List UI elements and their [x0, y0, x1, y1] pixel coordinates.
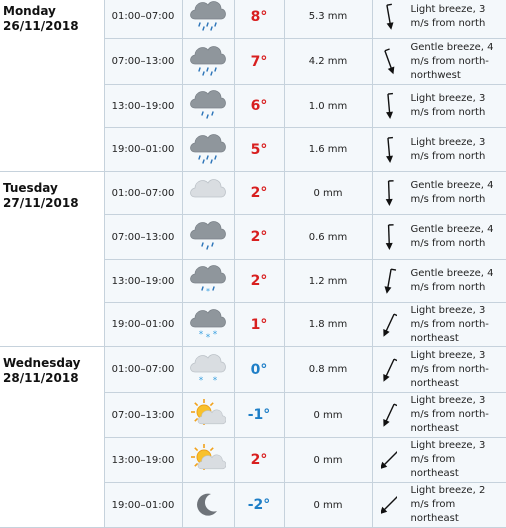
cloud-icon	[183, 177, 234, 209]
period-time: 07:00–13:00	[104, 39, 182, 85]
weather-symbol	[182, 85, 234, 128]
day-cell	[0, 172, 104, 347]
precipitation: 0 mm	[284, 393, 372, 438]
forecast-row	[0, 347, 506, 393]
day-date: 27/11/2018	[3, 196, 102, 211]
precipitation: 1.0 mm	[284, 85, 372, 128]
temperature: 2°	[234, 215, 284, 260]
day-date: 28/11/2018	[3, 371, 102, 386]
wind-cell	[372, 85, 506, 128]
temperature: 2°	[234, 172, 284, 215]
period-time: 19:00–01:00	[104, 483, 182, 528]
temperature: 8°	[234, 0, 284, 39]
cloud-rain-light-icon	[183, 90, 234, 122]
cloud-sleet-icon	[183, 265, 234, 297]
precipitation: 1.6 mm	[284, 128, 372, 172]
wind-cell	[372, 347, 506, 393]
weather-symbol	[182, 260, 234, 303]
period-time: 13:00–19:00	[104, 260, 182, 303]
period-time: 01:00–07:00	[104, 0, 182, 39]
svg-text:*: *	[199, 376, 204, 386]
moon-icon	[183, 489, 234, 521]
weather-symbol	[182, 39, 234, 85]
precipitation: 4.2 mm	[284, 39, 372, 85]
weather-symbol	[182, 0, 234, 39]
wind-cell	[372, 128, 506, 172]
temperature: 2°	[234, 438, 284, 483]
period-time: 19:00–01:00	[104, 128, 182, 172]
day-name: Wednesday	[3, 356, 102, 371]
wind-description: Light breeze, 3 m/s from north	[411, 136, 503, 164]
svg-text:*: *	[213, 330, 218, 340]
period-time: 13:00–19:00	[104, 438, 182, 483]
precipitation: 1.8 mm	[284, 303, 372, 347]
wind-cell	[372, 483, 506, 528]
period-time: 01:00–07:00	[104, 347, 182, 393]
svg-text:*: *	[199, 330, 204, 340]
precipitation: 0.8 mm	[284, 347, 372, 393]
wind-cell	[372, 172, 506, 215]
weather-symbol	[182, 393, 234, 438]
wind-description: Light breeze, 3 m/s from north	[411, 92, 503, 120]
temperature: 6°	[234, 85, 284, 128]
weather-symbol	[182, 303, 234, 347]
day-cell	[0, 0, 104, 172]
wind-cell	[372, 303, 506, 347]
period-time: 07:00–13:00	[104, 393, 182, 438]
temperature: 5°	[234, 128, 284, 172]
wind-description: Gentle breeze, 4 m/s from north	[411, 267, 503, 295]
forecast-row	[0, 0, 506, 39]
temperature: 1°	[234, 303, 284, 347]
wind-description: Gentle breeze, 4 m/s from north	[411, 179, 503, 207]
wind-description: Light breeze, 2 m/s from northeast	[411, 484, 503, 526]
period-time: 01:00–07:00	[104, 172, 182, 215]
wind-description: Light breeze, 3 m/s from north	[411, 3, 503, 31]
weather-symbol	[182, 215, 234, 260]
precipitation: 0.6 mm	[284, 215, 372, 260]
period-time: 13:00–19:00	[104, 85, 182, 128]
wind-description: Light breeze, 3 m/s from north-northeast	[411, 394, 503, 436]
wind-cell	[372, 0, 506, 39]
svg-text:*: *	[213, 376, 218, 386]
precipitation: 0 mm	[284, 172, 372, 215]
temperature: -1°	[234, 393, 284, 438]
cloud-snow-light-icon	[183, 354, 234, 386]
weather-symbol	[182, 128, 234, 172]
wind-cell	[372, 393, 506, 438]
wind-description: Gentle breeze, 4 m/s from north-northwest	[411, 41, 503, 83]
wind-cell	[372, 215, 506, 260]
wind-description: Light breeze, 3 m/s from north-northeast	[411, 304, 503, 346]
wind-cell	[372, 438, 506, 483]
cloud-rain-light-icon	[183, 221, 234, 253]
precipitation: 5.3 mm	[284, 0, 372, 39]
precipitation: 1.2 mm	[284, 260, 372, 303]
temperature: 7°	[234, 39, 284, 85]
day-name: Tuesday	[3, 181, 102, 196]
day-date: 26/11/2018	[3, 19, 102, 34]
svg-text:*: *	[206, 333, 211, 341]
sun-cloud-icon	[183, 444, 234, 476]
wind-description: Light breeze, 3 m/s from north-northeast	[411, 349, 503, 391]
weather-symbol	[182, 347, 234, 393]
temperature: 0°	[234, 347, 284, 393]
cloud-snow-icon	[183, 309, 234, 341]
wind-description: Gentle breeze, 4 m/s from north	[411, 223, 503, 251]
cloud-rain-icon	[183, 1, 234, 33]
cloud-rain-icon	[183, 46, 234, 78]
sun-cloud-icon	[183, 399, 234, 431]
day-name: Monday	[3, 4, 102, 19]
period-time: 07:00–13:00	[104, 215, 182, 260]
wind-cell	[372, 260, 506, 303]
cloud-rain-icon	[183, 134, 234, 166]
precipitation: 0 mm	[284, 438, 372, 483]
weather-symbol	[182, 483, 234, 528]
forecast-row	[0, 172, 506, 215]
weather-symbol	[182, 438, 234, 483]
day-cell	[0, 347, 104, 528]
weather-symbol	[182, 172, 234, 215]
period-time: 19:00–01:00	[104, 303, 182, 347]
wind-description: Light breeze, 3 m/s from northeast	[411, 439, 503, 481]
precipitation: 0 mm	[284, 483, 372, 528]
svg-text:*: *	[206, 287, 210, 296]
wind-cell	[372, 39, 506, 85]
temperature: 2°	[234, 260, 284, 303]
temperature: -2°	[234, 483, 284, 528]
